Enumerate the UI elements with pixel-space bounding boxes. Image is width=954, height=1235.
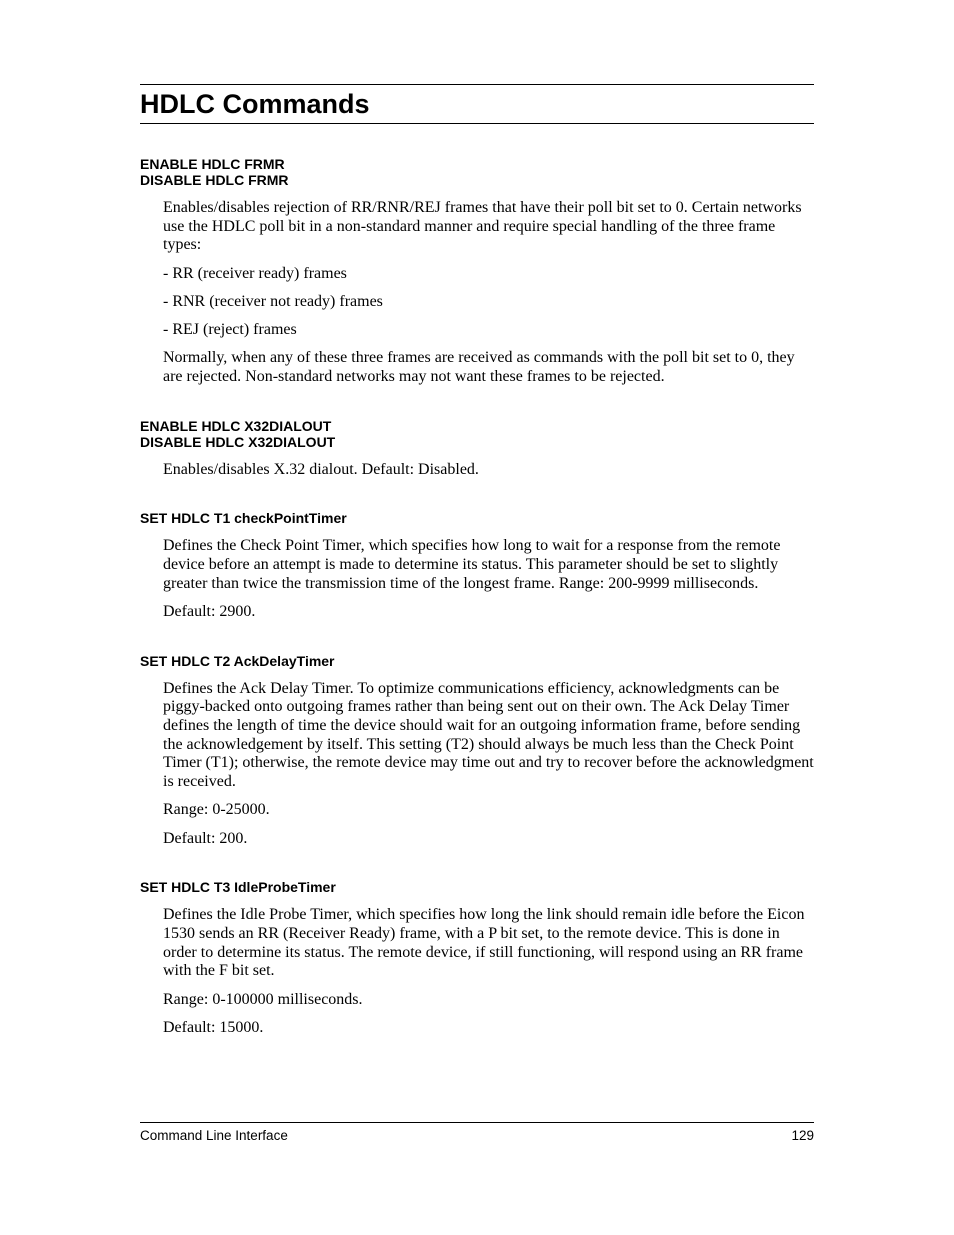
section-body bbox=[163, 680, 814, 849]
paragraph: Normally, when any of these three frames are received as commands with the poll bit set to 0, they are rejected. Non-standard networks may not want these frames to be rejected. bbox=[163, 349, 795, 385]
command-heading: DISABLE HDLC X32DIALOUT bbox=[140, 433, 336, 450]
paragraph: Defines the Ack Delay Timer. To optimize communications efficiency, acknowledgments can be piggy-backed onto outgoing frames rather than being sent out on their own. The Ack Delay Timer defines the length of time the device should wait for an outgoing information frame, before sending the acknowledgement by itself. This setting (T2) should always be much less than the Check Point Timer (T1); otherwise, the remote device may time out and try to recover before the acknowledgment is received. bbox=[163, 679, 814, 791]
list-item: - RR (receiver ready) frames bbox=[163, 264, 347, 282]
command-heading: SET HDLC T2 AckDelayTimer bbox=[140, 652, 335, 669]
title-rule-top bbox=[140, 84, 814, 85]
command-heading: ENABLE HDLC FRMR bbox=[140, 156, 285, 172]
section-body bbox=[163, 461, 814, 480]
list-item: - REJ (reject) frames bbox=[163, 321, 297, 339]
paragraph: Range: 0-100000 milliseconds. bbox=[163, 990, 363, 1008]
section-body bbox=[163, 906, 814, 1037]
paragraph: Default: 200. bbox=[163, 829, 248, 847]
section-hdlc-x32dialout bbox=[140, 418, 814, 480]
command-heading: SET HDLC T3 IdleProbeTimer bbox=[140, 879, 336, 896]
paragraph: Defines the Check Point Timer, which specifies how long to wait for a response from the remote device before an attempt is made to determine its status. This parameter should be set to slightly greater than twice the transmission time of the longest frame. Range: 200-9999 milliseconds. bbox=[163, 537, 781, 592]
page-number: 129 bbox=[791, 1128, 814, 1143]
paragraph: Default: 2900. bbox=[163, 602, 256, 620]
paragraph: Enables/disables X.32 dialout. Default: Disabled. bbox=[163, 460, 479, 478]
footer-title: Command Line Interface bbox=[140, 1128, 288, 1143]
page-title: HDLC Commands bbox=[140, 89, 370, 119]
page-content bbox=[140, 84, 814, 1047]
paragraph: Defines the Idle Probe Timer, which specifies how long the link should remain idle before the Eicon 1530 sends an RR (Receiver Ready) frame, with a P bit set, to the remote device. This is done in order to determine its status. The remote device, if still functioning, will respond using an RR frame with the F bit set. bbox=[163, 906, 805, 980]
section-body bbox=[163, 199, 814, 387]
section-hdlc-t2 bbox=[140, 653, 814, 849]
page-footer bbox=[140, 1122, 814, 1143]
section-body bbox=[163, 537, 814, 621]
title-rule-bottom bbox=[140, 123, 814, 124]
command-heading: SET HDLC T1 checkPointTimer bbox=[140, 510, 347, 527]
section-hdlc-t1 bbox=[140, 510, 814, 621]
section-hdlc-frmr bbox=[140, 156, 814, 387]
section-hdlc-t3 bbox=[140, 879, 814, 1037]
list-item: - RNR (receiver not ready) frames bbox=[163, 292, 383, 310]
paragraph: Enables/disables rejection of RR/RNR/REJ frames that have their poll bit set to 0. Certain networks use the HDLC poll bit in a non-standard manner and require special handling of the three frame types: bbox=[163, 199, 802, 254]
command-heading: DISABLE HDLC FRMR bbox=[140, 172, 289, 188]
paragraph: Default: 15000. bbox=[163, 1018, 264, 1036]
paragraph: Range: 0-25000. bbox=[163, 801, 270, 819]
command-heading: ENABLE HDLC X32DIALOUT bbox=[140, 417, 332, 434]
